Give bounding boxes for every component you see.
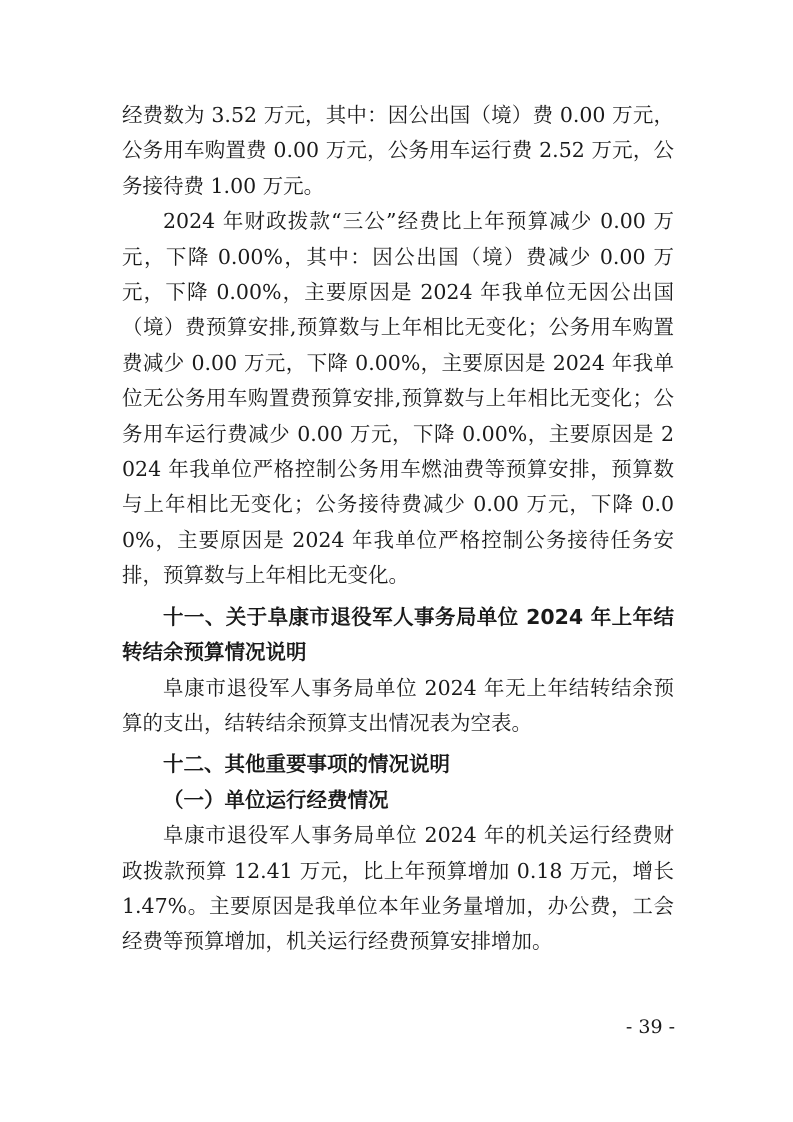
paragraph-operating-funds: 阜康市退役军人事务局单位 2024 年的机关运行经费财政拨款预算 12.41 万元，比上年预算增加 0.18 万元，增长 1.47%。主要原因是我单位本年业务量增加，办公费，工会经费等预算增加，机关运行经费预算安排增加。	[122, 823, 674, 954]
paragraph-three-public-expenses-total: 经费数为 3.52 万元，其中：因公出国（境）费 0.00 万元，公务用车购置费 0.00 万元，公务用车运行费 2.52 万元，公务接待费 1.00 万元。	[122, 103, 674, 198]
paragraph-carryover-budget: 阜康市退役军人事务局单位 2024 年无上年结转结余预算的支出，结转结余预算支出情况表为空表。	[122, 675, 674, 735]
section-heading-11: 十一、关于阜康市退役军人事务局单位 2024 年上年结转结余预算情况说明	[122, 604, 674, 665]
document-body	[122, 98, 674, 960]
page-number: - 39 -	[625, 1016, 675, 1038]
paragraph-three-public-expenses-change: 2024 年财政拨款“三公”经费比上年预算减少 0.00 万元，下降 0.00%，其中：因公出国（境）费减少 0.00 万元，下降 0.00%，主要原因是 2024 年我单位无因公出国（境）费预算安排,预算数与上年相比无变化；公务用车购置费减少 0.00 万元，下降 0.00%，主要原因是 2024 年我单位无公务用车购置费预算安排,预算数与上年相比无变化；公务用车运行费减少 0.00 万元，下降 0.00%，主要原因是 2024 年我单位严格控制公务用车燃油费等预算安排，预算数与上年相比无变化；公务接待费减少 0.00 万元，下降 0.00%，主要原因是 2024 年我单位严格控制公务接待任务安排，预算数与上年相比无变化。	[122, 209, 674, 588]
section-heading-12: 十二、其他重要事项的情况说明	[163, 752, 450, 777]
subsection-heading-operating-funds: （一）单位运行经费情况	[163, 787, 389, 812]
